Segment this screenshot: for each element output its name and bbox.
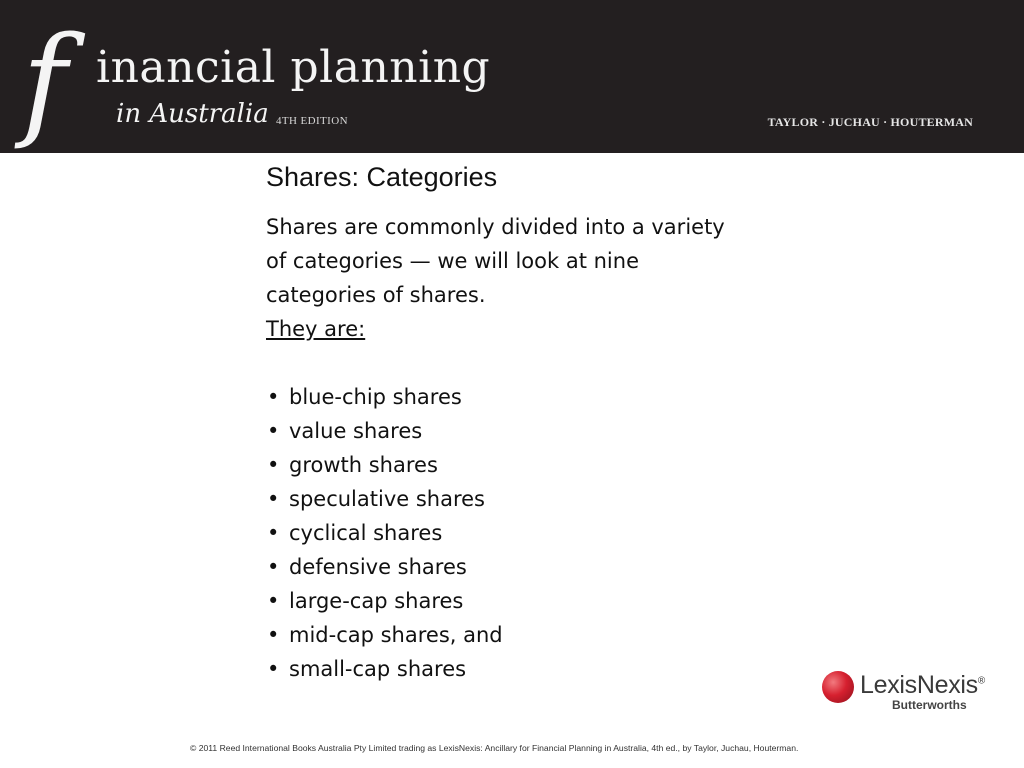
slide-title: Shares: Categories [266,162,498,192]
list-item: • large-cap shares [266,584,726,618]
categories-list [266,380,726,686]
spacer [266,346,726,380]
header-banner [0,0,1024,153]
list-item: • blue-chip shares [266,380,726,414]
list-item: • growth shares [266,448,726,482]
list-item: • cyclical shares [266,516,726,550]
slide-content [266,158,726,686]
list-item: • value shares [266,414,726,448]
brand-logo-f: f [22,10,68,152]
brand-subtitle: in Australia [116,99,269,129]
authors-label: TAYLOR · JUCHAU · HOUTERMAN [767,115,973,129]
intro-paragraph: Shares are commonly divided into a variety of categories — we will look at nine categories of shares. [266,215,725,307]
edition-label: 4TH EDITION [276,115,348,127]
list-item: • speculative shares [266,482,726,516]
list-item: • small-cap shares [266,652,726,686]
list-item: • mid-cap shares, and [266,618,726,652]
list-item: • defensive shares [266,550,726,584]
logo-name: LexisNexis® [860,671,985,699]
lexisnexis-logo [822,668,992,716]
brand-title: inancial planning [96,42,491,93]
logo-sphere-icon [822,671,854,703]
copyright-footer: © 2011 Reed International Books Australia Pty Limited trading as LexisNexis: Ancillary for Financial Planning in Australia, 4th ed., by Taylor, Juchau, Houterman. [190,743,799,753]
logo-subtitle: Butterworths [892,698,967,712]
list-lead: They are: [266,317,366,341]
